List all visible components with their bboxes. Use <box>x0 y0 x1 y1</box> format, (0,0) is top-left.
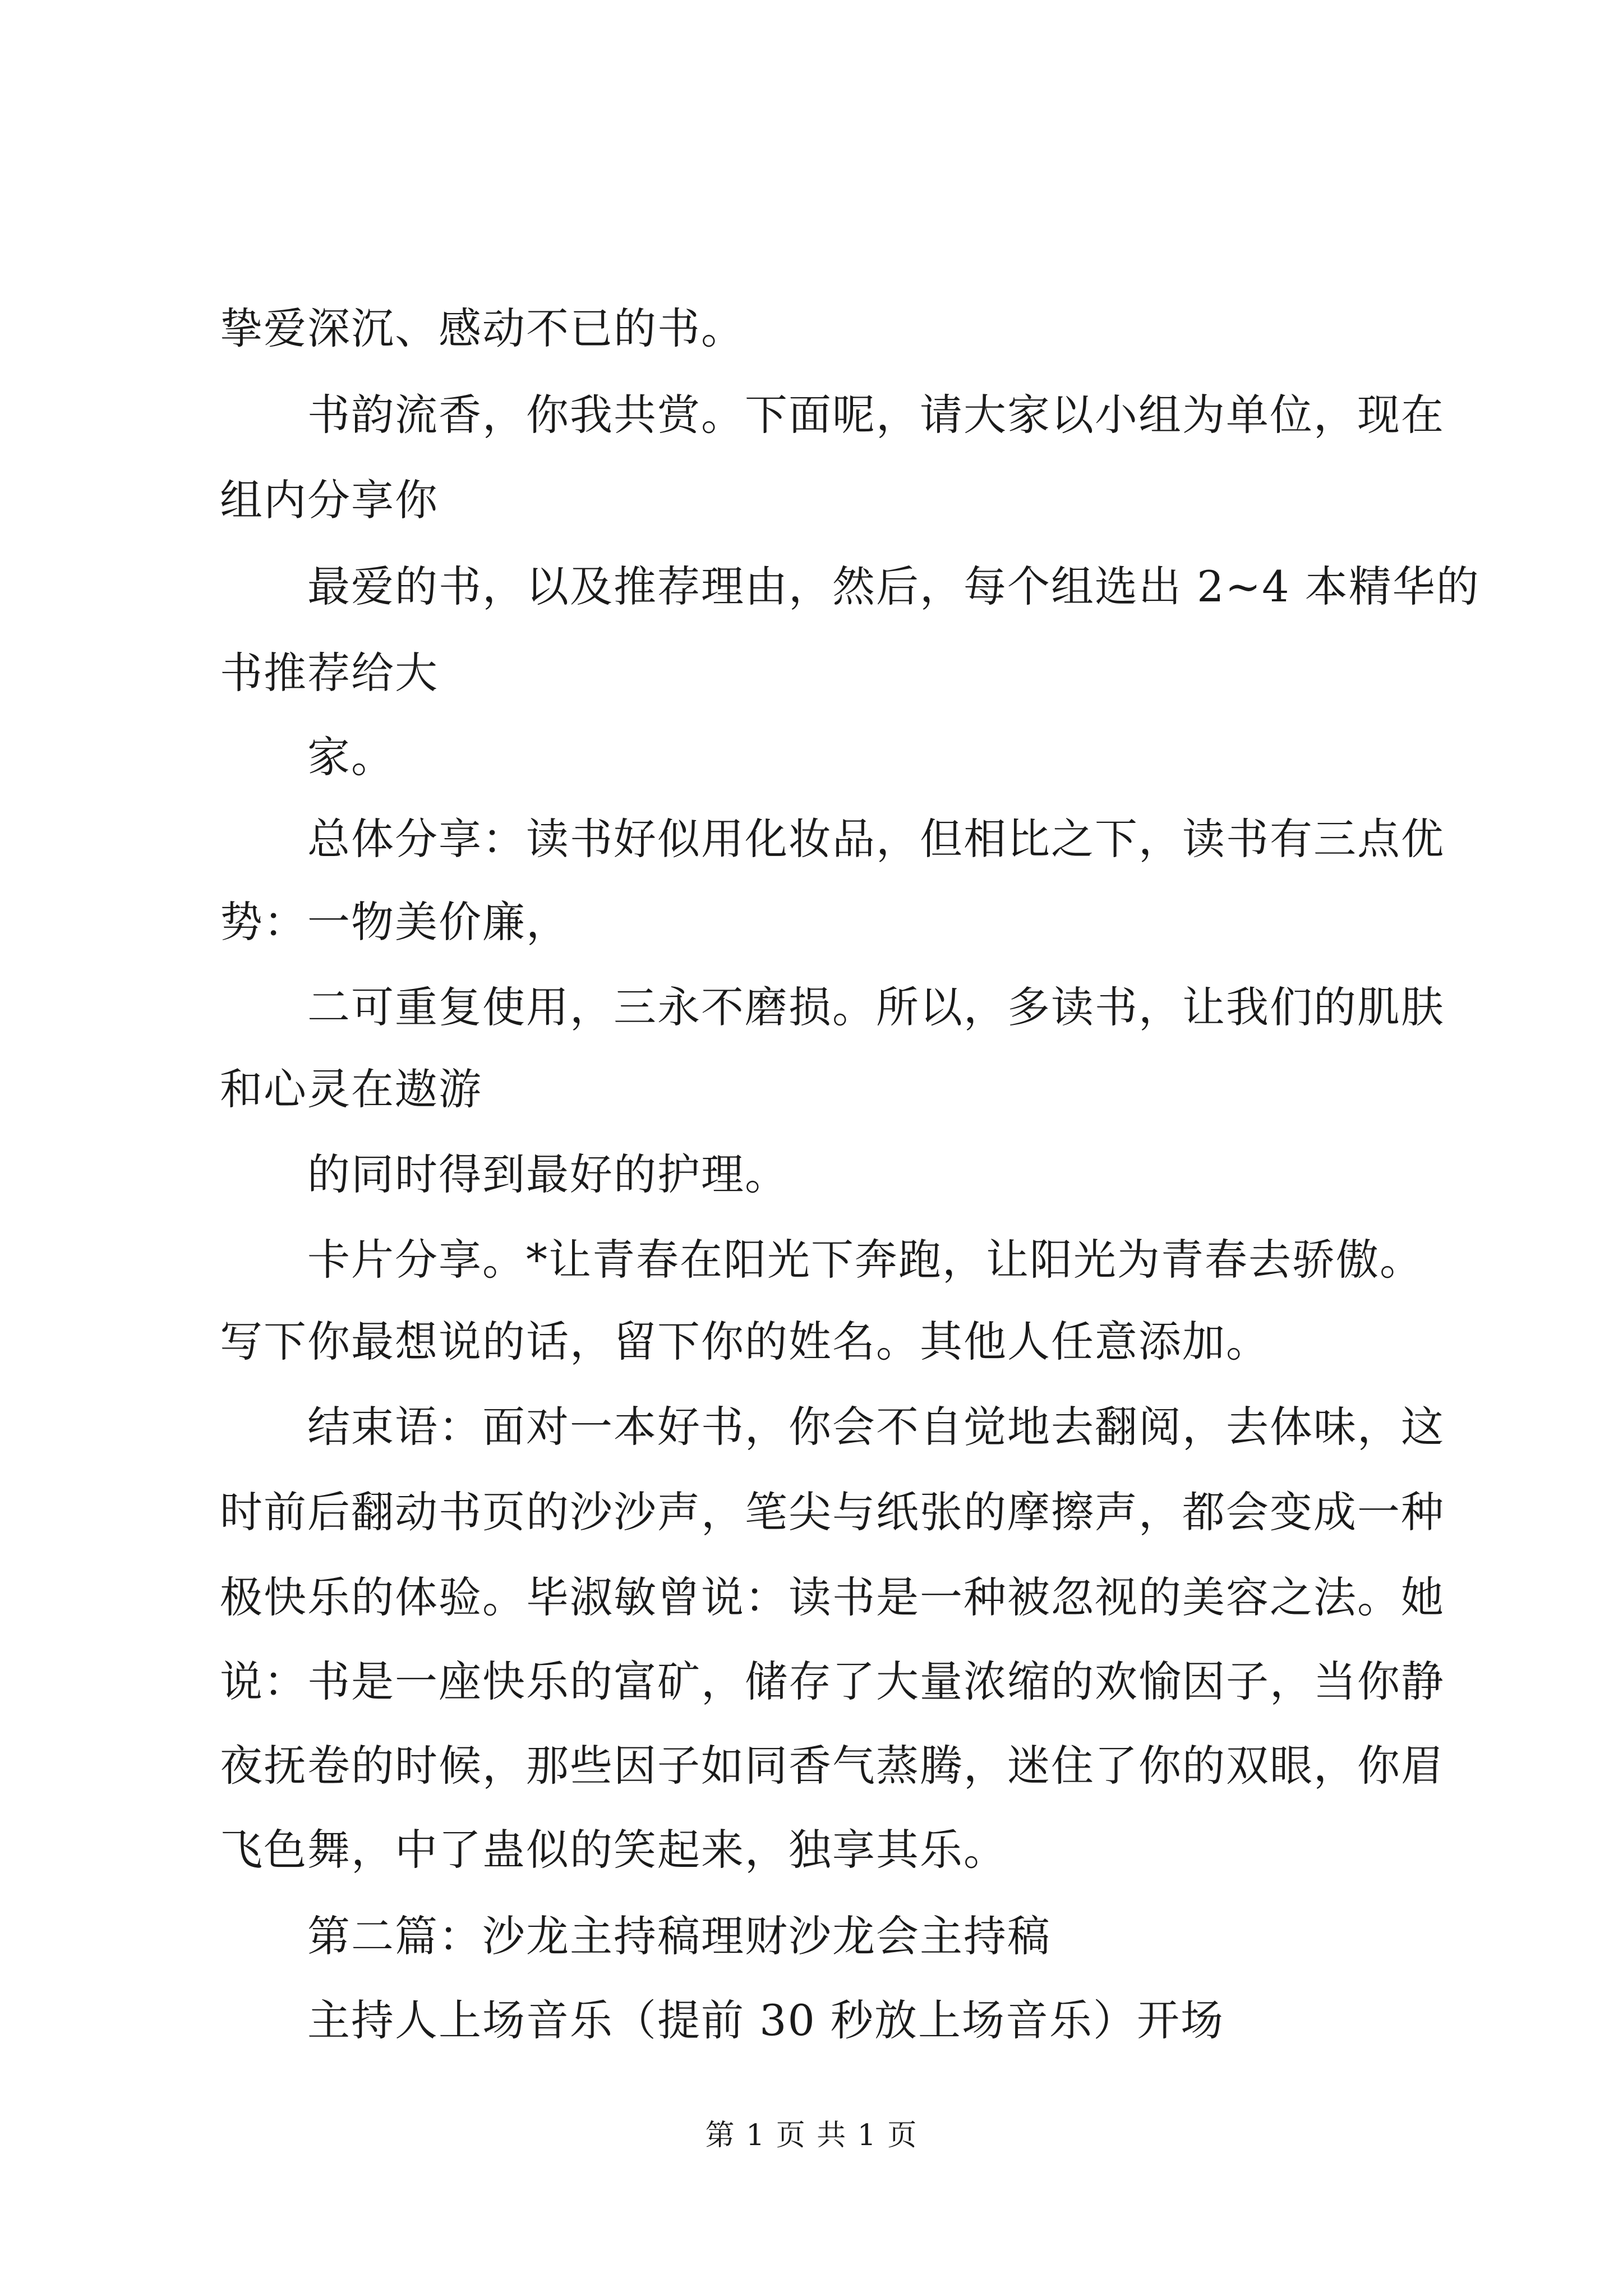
body-line-19: 飞色舞，中了蛊似的笑起来，独享其乐。 <box>220 1825 1007 1875</box>
body-line-10: 和心灵在遨游 <box>220 1064 482 1114</box>
body-line-18: 夜抚卷的时候，那些因子如同香气蒸腾，迷住了你的双眼，你眉 <box>220 1741 1445 1791</box>
body-line-8: 势：一物美价廉， <box>220 897 570 947</box>
body-line-2: 书韵流香，你我共赏。下面呢，请大家以小组为单位，现在 <box>307 390 1445 440</box>
body-line-3: 组内分享你 <box>220 475 439 525</box>
body-line-1: 挚爱深沉、感动不已的书。 <box>220 303 745 353</box>
body-line-21: 主持人上场音乐（提前 30 秒放上场音乐）开场 <box>307 1995 1225 2045</box>
body-line-15: 时前后翻动书页的沙沙声，笔尖与纸张的摩擦声，都会变成一种 <box>220 1487 1445 1537</box>
body-line-9: 二可重复使用，三永不磨损。所以，多读书，让我们的肌肤 <box>307 982 1445 1032</box>
body-line-12: 卡片分享。*让青春在阳光下奔跑，让阳光为青春去骄傲。 <box>307 1235 1423 1285</box>
body-line-6: 家。 <box>307 732 395 782</box>
section-heading: 第二篇：沙龙主持稿理财沙龙会主持稿 <box>307 1911 1051 1961</box>
body-line-5: 书推荐给大 <box>220 648 439 698</box>
body-line-4: 最爱的书，以及推荐理由，然后，每个组选出 2~4 本精华的 <box>307 562 1480 611</box>
page-footer: 第 1 页 共 1 页 <box>705 2119 918 2152</box>
body-line-16: 极快乐的体验。毕淑敏曾说：读书是一种被忽视的美容之法。她 <box>220 1572 1445 1622</box>
body-line-17: 说：书是一座快乐的富矿，储存了大量浓缩的欢愉因子，当你静 <box>220 1657 1445 1706</box>
body-line-11: 的同时得到最好的护理。 <box>307 1149 789 1199</box>
body-line-13: 写下你最想说的话，留下你的姓名。其他人任意添加。 <box>220 1317 1270 1366</box>
body-line-14: 结束语：面对一本好书，你会不自觉地去翻阅，去体味，这 <box>307 1402 1445 1452</box>
body-line-7: 总体分享：读书好似用化妆品，但相比之下，读书有三点优 <box>307 814 1445 864</box>
